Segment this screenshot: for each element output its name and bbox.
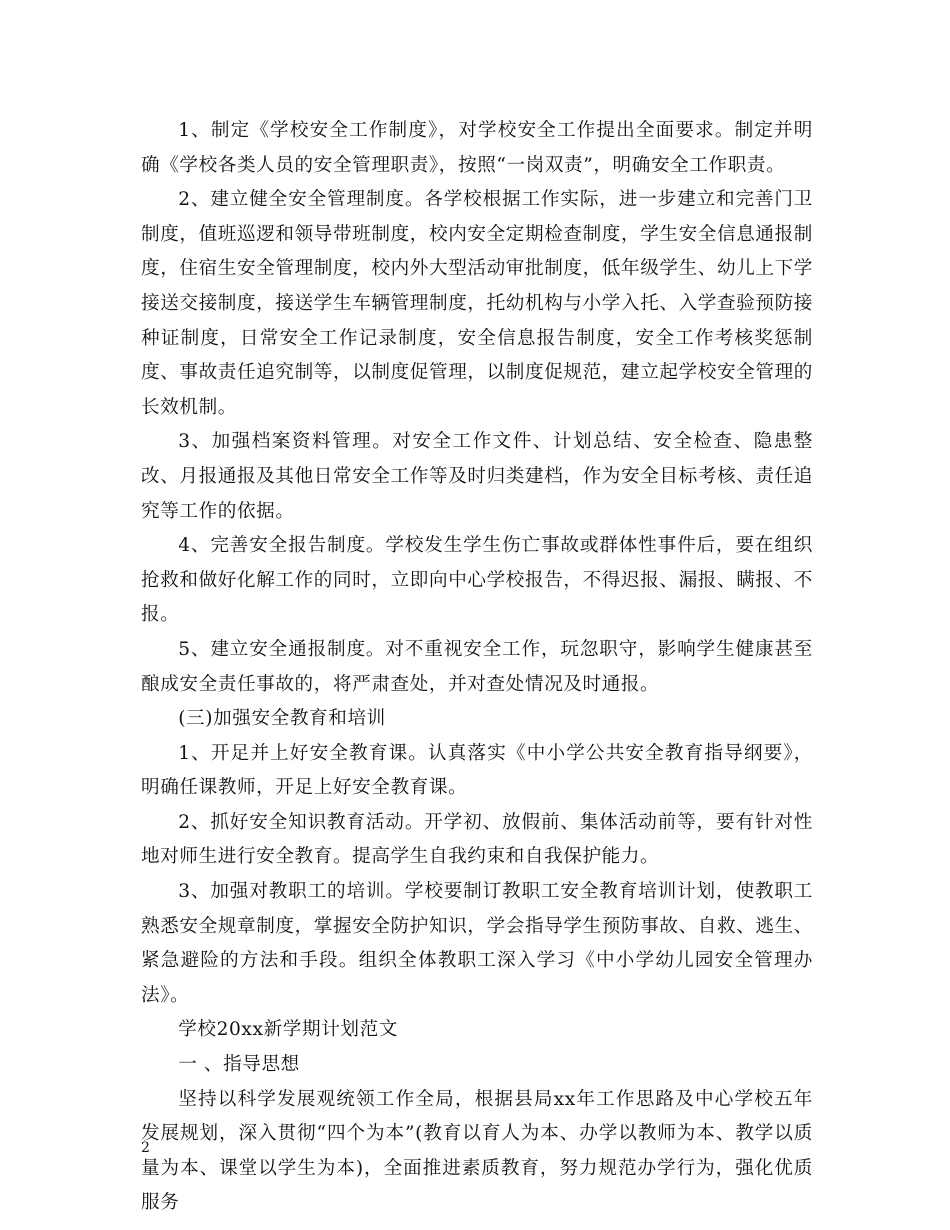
- section-heading-guiding: 一 、指导思想: [178, 1054, 300, 1076]
- paragraph-4: 4、完善安全报告制度。学校发生学生伤亡事故或群体性事件后，要在组织抢救和做好化解工作的同时，立即向中心学校报告，不得迟报、漏报、瞒报、不报。: [141, 535, 813, 626]
- section-heading-3: (三)加强安全教育和培训: [178, 708, 386, 730]
- section-title: 学校20xx新学期计划范文: [178, 1019, 398, 1041]
- paragraph-2: 2、建立健全安全管理制度。各学校根据工作实际，进一步建立和完善门卫制度，值班巡逻和领导带班制度，校内安全定期检查制度，学生安全信息通报制度，住宿生安全管理制度，校内外大型活动审批制度，低年级学生、幼儿上下学接送交接制度，接送学生车辆管理制度，托幼机构与小学入托、入学查验预防接种证制度，日常安全工作记录制度，安全信息报告制度，安全工作考核奖惩制度、事故责任追究制等，以制度促管理，以制度促规范，建立起学校安全管理的长效机制。: [141, 189, 813, 418]
- paragraph-8: 3、加强对教职工的培训。学校要制订教职工安全教育培训计划，使教职工熟悉安全规章制度，掌握安全防护知识，学会指导学生预防事故、自救、逃生、紧急避险的方法和手段。组织全体教职工深入学习《中小学幼儿园安全管理办法》。: [141, 881, 813, 1006]
- paragraph-6: 1、开足并上好安全教育课。认真落实《中小学公共安全教育指导纲要》，明确任课教师，开足上好安全教育课。: [141, 742, 813, 799]
- paragraph-1: 1、制定《学校安全工作制度》，对学校安全工作提出全面要求。制定并明确《学校各类人员的安全管理职责》，按照“一岗双责”，明确安全工作职责。: [141, 120, 813, 176]
- paragraph-5: 5、建立安全通报制度。对不重视安全工作，玩忽职守，影响学生健康甚至酿成安全责任事故的，将严肃查处，并对查处情况及时通报。: [141, 638, 813, 695]
- paragraph-3: 3、加强档案资料管理。对安全工作文件、计划总结、安全检查、隐患整改、月报通报及其他日常安全工作等及时归类建档，作为安全目标考核、责任追究等工作的依据。: [141, 431, 813, 522]
- paragraph-9: 坚持以科学发展观统领工作全局，根据县局xx年工作思路及中心学校五年发展规划，深入贯彻“四个为本”(教育以育人为本、办学以教师为本、教学以质量为本、课堂以学生为本)，全面推进素质教育，努力规范办学行为，强化优质服务: [141, 1088, 813, 1214]
- document-body: [141, 114, 813, 1221]
- page-number: 2: [141, 1140, 150, 1156]
- paragraph-7: 2、抓好安全知识教育活动。开学初、放假前、集体活动前等，要有针对性地对师生进行安全教育。提高学生自我约束和自我保护能力。: [141, 811, 813, 868]
